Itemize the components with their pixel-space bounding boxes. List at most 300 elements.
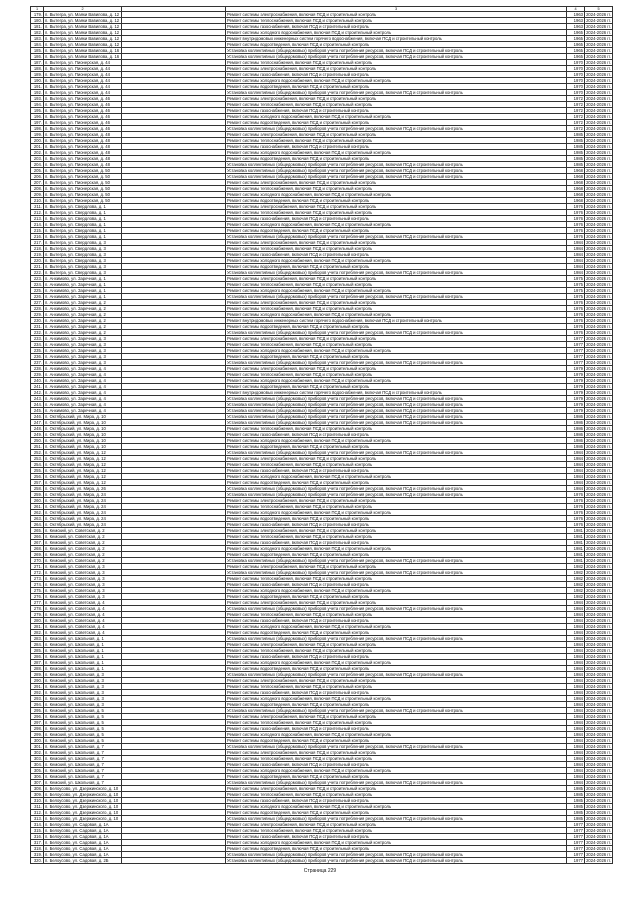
row-number-cell: 279.: [31, 612, 44, 618]
period-cell: 2024-2026 гг.: [586, 18, 611, 23]
year-cell: 1977: [567, 840, 585, 846]
period-cell: 2024-2026 гг.: [586, 264, 611, 269]
period-cell: 2024-2026 гг.: [586, 462, 611, 467]
year-cell: 1976: [567, 312, 585, 318]
year-cell: 1984: [567, 768, 585, 774]
row-number-cell: 293.: [31, 696, 44, 702]
work-type-cell: Ремонт системы холодного водоснабжения, включая ПСД и строительный контроль: [226, 768, 567, 774]
year-cell: 1981: [567, 558, 585, 564]
year-cell: 1979: [567, 366, 585, 372]
work-type-cell: Ремонт системы холодного водоснабжения, включая ПСД и строительный контроль: [226, 258, 567, 264]
address-cell: п. Кемский, ул. Советская, д. 3: [44, 570, 122, 576]
address-cell: п. Кемский, ул. Школьная, д. 7: [44, 750, 122, 756]
address-cell: п. Кемский, ул. Школьная, д. 5: [44, 714, 122, 720]
work-type-cell: Ремонт системы газоснабжения, включая ПСД и строительный контроль: [226, 540, 567, 546]
period-cell: 2024-2026 гг.: [586, 324, 611, 329]
year-cell: 1984: [567, 672, 585, 678]
work-type-cell: Установка коллективных (общедомовых) приборов учета потребления ресурсов, включая ПСД и строительный контроль: [226, 402, 567, 408]
row-number-cell: 184.: [31, 42, 44, 48]
work-type-cell: Установка коллективных (общедомовых) приборов учета потребления ресурсов, включая ПСД и строительный контроль: [226, 414, 567, 420]
address-cell: п. Кемский, ул. Советская, д. 2: [44, 540, 122, 546]
period-cell: 2024-2026 гг.: [586, 378, 611, 383]
period-cell: 2024-2026 гг.: [586, 24, 611, 29]
work-type-cell: Ремонт системы холодного водоснабжения, включая ПСД и строительный контроль: [226, 114, 567, 120]
work-type-cell: Ремонт системы электроснабжения, включая ПСД и строительный контроль: [226, 336, 567, 342]
year-cell: 1976: [567, 504, 585, 510]
work-type-cell: Ремонт системы водоотведения, включая ПСД и строительный контроль: [226, 702, 567, 708]
period-cell: 2024-2026 гг.: [586, 738, 611, 743]
period-cell: 2024-2026 гг.: [586, 258, 611, 263]
address-cell: п. Белоусово, ул. Садовая, д. 1А: [44, 840, 122, 846]
address-cell: п. Кемский, ул. Школьная, д. 3: [44, 690, 122, 696]
row-number-cell: 283.: [31, 636, 44, 642]
address-cell: п. Октябрьский, ул. Мира, д. 10: [44, 444, 122, 450]
year-cell: 1985: [567, 804, 585, 810]
year-cell: 1984: [567, 648, 585, 654]
address-cell: п. Анхимово, ул. Заречная, д. 4: [44, 366, 122, 372]
year-cell: 1984: [567, 468, 585, 474]
period-cell: 2024-2026 гг.: [586, 390, 611, 395]
year-cell: 1970: [567, 66, 585, 72]
work-type-cell: Ремонт системы теплоснабжения, включая ПСД и строительный контроль: [226, 426, 567, 432]
work-type-cell: Ремонт системы теплоснабжения, включая ПСД и строительный контроль: [226, 246, 567, 252]
year-cell: 1981: [567, 534, 585, 540]
year-cell: 1979: [567, 408, 585, 414]
work-type-cell: Ремонт системы газоснабжения, включая ПСД и строительный контроль: [226, 798, 567, 804]
year-cell: 1965: [567, 36, 585, 42]
address-cell: п. Октябрьский, ул. Мира, д. 24: [44, 492, 122, 498]
row-number-cell: 248.: [31, 426, 44, 432]
period-cell: 2024-2026 гг.: [586, 168, 611, 173]
period-cell: 2024-2026 гг.: [586, 834, 611, 839]
work-type-cell: Ремонт системы газоснабжения, включая ПСД и строительный контроль: [226, 216, 567, 222]
address-cell: п. Кемский, ул. Советская, д. 4: [44, 612, 122, 618]
address-cell: п. Анхимово, ул. Заречная, д. 2: [44, 318, 122, 324]
period-cell: 2024-2026 гг.: [586, 60, 611, 65]
address-cell: п. Анхимово, ул. Заречная, д. 4: [44, 372, 122, 378]
year-cell: 1979: [567, 372, 585, 378]
address-cell: п. Белоусово, ул. Дзержинского, д. 10: [44, 816, 122, 822]
work-type-cell: Ремонт системы водоотведения, включая ПСД и строительный контроль: [226, 156, 567, 162]
address-cell: п. Белоусово, ул. Дзержинского, д. 10: [44, 786, 122, 792]
row-number-cell: 199.: [31, 132, 44, 138]
address-cell: п. Вытегра, ул. Пионерская, д. 46: [44, 120, 122, 126]
row-number-cell: 297.: [31, 720, 44, 726]
address-cell: п. Октябрьский, ул. Мира, д. 10: [44, 414, 122, 420]
work-type-cell: Ремонт системы водоотведения, включая ПСД и строительный контроль: [226, 516, 567, 522]
work-type-cell: Ремонт системы холодного водоснабжения, включая ПСД и строительный контроль: [226, 732, 567, 738]
row-number-cell: 264.: [31, 522, 44, 528]
period-cell: 2024-2026 гг.: [586, 54, 611, 59]
address-cell: п. Белоусово, ул. Садовая, д. 1А: [44, 822, 122, 828]
row-number-cell: 290.: [31, 678, 44, 684]
year-cell: 1970: [567, 72, 585, 78]
work-type-cell: Ремонт системы водоотведения, включая ПСД и строительный контроль: [226, 774, 567, 780]
address-cell: п. Кемский, ул. Школьная, д. 7: [44, 756, 122, 762]
row-number-cell: 280.: [31, 618, 44, 624]
period-cell: 2024-2026 гг.: [586, 840, 611, 845]
work-type-cell: Ремонт системы теплоснабжения, включая ПСД и строительный контроль: [226, 828, 567, 834]
address-cell: п. Белоусово, ул. Садовая, д. 1А: [44, 828, 122, 834]
year-cell: 1984: [567, 246, 585, 252]
work-type-cell: Ремонт системы холодного водоснабжения, включая ПСД и строительный контроль: [226, 588, 567, 594]
work-type-cell: Установка коллективных (общедомовых) приборов учета потребления ресурсов, включая ПСД и строительный контроль: [226, 126, 567, 132]
year-cell: 1984: [567, 696, 585, 702]
row-number-cell: 296.: [31, 714, 44, 720]
year-cell: 1968: [567, 174, 585, 180]
period-cell: 2024-2026 гг.: [586, 120, 611, 125]
row-number-cell: 300.: [31, 738, 44, 744]
work-type-cell: Ремонт системы холодного водоснабжения, включая ПСД и строительный контроль: [226, 660, 567, 666]
row-number-cell: 275.: [31, 588, 44, 594]
address-cell: п. Кемский, ул. Школьная, д. 5: [44, 720, 122, 726]
period-cell: 2024-2026 гг.: [586, 300, 611, 305]
period-cell: 2024-2026 гг.: [586, 360, 611, 365]
row-number-cell: 299.: [31, 732, 44, 738]
period-cell: 2024-2026 гг.: [586, 276, 611, 281]
year-cell: 1965: [567, 54, 585, 60]
year-cell: 1981: [567, 528, 585, 534]
work-type-cell: Ремонт системы теплоснабжения, включая ПСД и строительный контроль: [226, 504, 567, 510]
period-cell: 2024-2026 гг.: [586, 342, 611, 347]
address-cell: п. Вытегра, ул. Маяки Вавилова, д. 12: [44, 24, 122, 30]
year-cell: 1977: [567, 828, 585, 834]
row-number-cell: 320.: [31, 858, 44, 864]
period-cell: 2024-2026 гг.: [586, 78, 611, 83]
row-number-cell: 314.: [31, 822, 44, 828]
period-cell: 2024-2026 гг.: [586, 636, 611, 641]
year-cell: 1981: [567, 540, 585, 546]
work-type-cell: Ремонт системы теплоснабжения, включая ПСД и строительный контроль: [226, 60, 567, 66]
period-cell: 2024-2026 гг.: [586, 588, 611, 593]
row-number-cell: 282.: [31, 630, 44, 636]
year-cell: 1985: [567, 798, 585, 804]
year-cell: 1984: [567, 480, 585, 486]
period-cell: 2024-2026 гг.: [586, 162, 611, 167]
year-cell: 1985: [567, 786, 585, 792]
row-number-cell: 313.: [31, 816, 44, 822]
period-cell: 2024-2026 гг.: [586, 270, 611, 275]
period-cell: 2024-2026 гг.: [586, 234, 611, 239]
period-cell: 2024-2026 гг.: [586, 450, 611, 455]
row-number-cell: 303.: [31, 756, 44, 762]
period-cell: 2024-2026 гг.: [586, 198, 611, 203]
work-type-cell: Ремонт системы водоотведения, включая ПСД и строительный контроль: [226, 552, 567, 558]
work-type-cell: Ремонт системы холодного водоснабжения, включая ПСД и строительный контроль: [226, 378, 567, 384]
row-number-cell: 216.: [31, 234, 44, 240]
work-type-cell: Ремонт системы газоснабжения, включая ПСД и строительный контроль: [226, 654, 567, 660]
work-type-cell: Ремонт системы водоотведения, включая ПСД и строительный контроль: [226, 666, 567, 672]
row-number-cell: 234.: [31, 342, 44, 348]
address-cell: п. Вытегра, ул. Свердлова, д. 1: [44, 216, 122, 222]
year-cell: 1976: [567, 306, 585, 312]
address-cell: п. Кемский, ул. Школьная, д. 1: [44, 648, 122, 654]
work-type-cell: Ремонт системы холодного водоснабжения, включая ПСД и строительный контроль: [226, 312, 567, 318]
work-type-cell: Ремонт системы электроснабжения, включая ПСД и строительный контроль: [226, 276, 567, 282]
period-cell: 2024-2026 гг.: [586, 216, 611, 221]
period-cell: 2024-2026 гг.: [586, 678, 611, 683]
period-cell: 2024-2026 гг.: [586, 246, 611, 251]
work-type-cell: Ремонт системы газоснабжения, включая ПСД и строительный контроль: [226, 252, 567, 258]
period-cell: 2024-2026 гг.: [586, 552, 611, 557]
address-cell: п. Вытегра, ул. Пионерская, д. 46: [44, 108, 122, 114]
year-cell: 1979: [567, 390, 585, 396]
work-type-cell: Ремонт системы водоотведения, включая ПСД и строительный контроль: [226, 846, 567, 852]
period-cell: 2024-2026 гг.: [586, 684, 611, 689]
address-cell: п. Кемский, ул. Школьная, д. 7: [44, 774, 122, 780]
work-type-cell: Ремонт системы теплоснабжения, включая ПСД и строительный контроль: [226, 648, 567, 654]
period-cell: 2024-2026 гг.: [586, 726, 611, 731]
work-type-cell: Ремонт системы электроснабжения, включая ПСД и строительный контроль: [226, 12, 567, 18]
year-cell: 1984: [567, 654, 585, 660]
row-number-cell: 207.: [31, 180, 44, 186]
period-cell: 2024-2026 гг.: [586, 330, 611, 335]
address-cell: п. Вытегра, ул. Маяки Вавилова, д. 12: [44, 30, 122, 36]
period-cell: 2024-2026 гг.: [586, 768, 611, 773]
work-type-cell: Ремонт системы водоотведения, включая ПСД и строительный контроль: [226, 42, 567, 48]
address-cell: п. Анхимово, ул. Заречная, д. 3: [44, 360, 122, 366]
address-cell: п. Анхимово, ул. Заречная, д. 3: [44, 348, 122, 354]
year-cell: 1977: [567, 336, 585, 342]
row-number-cell: 319.: [31, 852, 44, 858]
row-number-cell: 267.: [31, 540, 44, 546]
work-type-cell: Ремонт системы электроснабжения, включая ПСД и строительный контроль: [226, 66, 567, 72]
row-number-cell: 228.: [31, 306, 44, 312]
year-cell: 1984: [567, 624, 585, 630]
row-number-cell: 256.: [31, 474, 44, 480]
address-cell: п. Октябрьский, ул. Мира, д. 12: [44, 468, 122, 474]
address-cell: п. Вытегра, ул. Свердлова, д. 1: [44, 228, 122, 234]
work-type-cell: Ремонт системы электроснабжения, включая ПСД и строительный контроль: [226, 564, 567, 570]
address-cell: п. Октябрьский, ул. Мира, д. 24: [44, 516, 122, 522]
row-number-cell: 273.: [31, 576, 44, 582]
row-number-cell: 291.: [31, 684, 44, 690]
year-cell: 1970: [567, 60, 585, 66]
year-cell: 1963: [567, 18, 585, 24]
address-cell: п. Анхимово, ул. Заречная, д. 4: [44, 408, 122, 414]
work-type-cell: Установка коллективных (общедомовых) приборов учета потребления ресурсов, включая ПСД и строительный контроль: [226, 744, 567, 750]
address-cell: п. Анхимово, ул. Заречная, д. 2: [44, 330, 122, 336]
row-number-cell: 246.: [31, 414, 44, 420]
address-cell: п. Вытегра, ул. Свердлова, д. 3: [44, 240, 122, 246]
address-cell: п. Кемский, ул. Школьная, д. 1: [44, 636, 122, 642]
work-type-cell: Ремонт системы электроснабжения, включая ПСД и строительный контроль: [226, 132, 567, 138]
work-type-cell: Ремонт системы теплоснабжения, включая ПСД и строительный контроль: [226, 720, 567, 726]
row-number-cell: 271.: [31, 564, 44, 570]
row-number-cell: 270.: [31, 558, 44, 564]
row-number-cell: 263.: [31, 516, 44, 522]
row-number-cell: 274.: [31, 582, 44, 588]
address-cell: п. Кемский, ул. Советская, д. 4: [44, 606, 122, 612]
address-cell: п. Вытегра, ул. Свердлова, д. 1: [44, 204, 122, 210]
work-type-cell: Ремонт системы электроснабжения, включая ПСД и строительный контроль: [226, 180, 567, 186]
period-cell: 2024-2026 гг.: [586, 312, 611, 317]
period-cell: 2024-2026 гг.: [586, 600, 611, 605]
row-number-cell: 278.: [31, 606, 44, 612]
row-number-cell: 295.: [31, 708, 44, 714]
year-cell: 1985: [567, 816, 585, 822]
row-number-cell: 195.: [31, 108, 44, 114]
year-cell: 1965: [567, 42, 585, 48]
row-number-cell: 224.: [31, 282, 44, 288]
period-cell: 2024-2026 гг.: [586, 756, 611, 761]
year-cell: 1984: [567, 456, 585, 462]
address-cell: п. Анхимово, ул. Заречная, д. 4: [44, 390, 122, 396]
year-cell: 1984: [567, 744, 585, 750]
row-number-cell: 260.: [31, 498, 44, 504]
row-number-cell: 277.: [31, 600, 44, 606]
address-cell: п. Кемский, ул. Советская, д. 2: [44, 534, 122, 540]
year-cell: 1982: [567, 564, 585, 570]
work-type-cell: Установка коллективных (общедомовых) приборов учета потребления ресурсов, включая ПСД и строительный контроль: [226, 420, 567, 426]
row-number-cell: 305.: [31, 768, 44, 774]
period-cell: 2024-2026 гг.: [586, 468, 611, 473]
work-type-cell: Ремонт системы водоотведения, включая ПСД и строительный контроль: [226, 738, 567, 744]
work-type-cell: Установка коллективных (общедомовых) приборов учета потребления ресурсов, включая ПСД и строительный контроль: [226, 168, 567, 174]
year-cell: 1968: [567, 186, 585, 192]
address-cell: п. Анхимово, ул. Заречная, д. 1: [44, 288, 122, 294]
work-type-cell: Ремонт системы теплоснабжения, включая ПСД и строительный контроль: [226, 792, 567, 798]
period-cell: 2024-2026 гг.: [586, 504, 611, 509]
year-cell: 1984: [567, 630, 585, 636]
year-cell: 1976: [567, 234, 585, 240]
period-cell: 2024-2026 гг.: [586, 336, 611, 341]
period-cell: 2024-2026 гг.: [586, 630, 611, 635]
period-cell: 2024-2026 гг.: [586, 252, 611, 257]
year-cell: 1984: [567, 240, 585, 246]
period-cell: 2024-2026 гг.: [586, 612, 611, 617]
period-cell: 2024-2026 гг.: [586, 732, 611, 737]
year-cell: 1984: [567, 264, 585, 270]
period-cell: 2024-2026 гг.: [586, 186, 611, 191]
work-type-cell: Ремонт системы холодного водоснабжения, включая ПСД и строительный контроль: [226, 474, 567, 480]
address-cell: п. Вытегра, ул. Пионерская, д. 48: [44, 150, 122, 156]
work-type-cell: Ремонт системы холодного водоснабжения, включая ПСД и строительный контроль: [226, 804, 567, 810]
year-cell: 1984: [567, 258, 585, 264]
row-number-cell: 245.: [31, 408, 44, 414]
period-cell: 2024-2026 гг.: [586, 306, 611, 311]
year-cell: 1984: [567, 636, 585, 642]
period-cell: 2024-2026 гг.: [586, 498, 611, 503]
year-cell: 1984: [567, 726, 585, 732]
period-cell: 2024-2026 гг.: [586, 492, 611, 497]
row-number-cell: 302.: [31, 750, 44, 756]
address-cell: п. Белоусово, ул. Садовая, д. 1А: [44, 852, 122, 858]
address-cell: п. Белоусово, ул. Дзержинского, д. 10: [44, 798, 122, 804]
work-type-cell: Ремонт системы электроснабжения, включая ПСД и строительный контроль: [226, 204, 567, 210]
work-type-cell: Установка коллективных (общедомовых) приборов учета потребления ресурсов, включая ПСД и строительный контроль: [226, 570, 567, 576]
row-number-cell: 220.: [31, 258, 44, 264]
year-cell: 1976: [567, 318, 585, 324]
work-type-cell: Установка коллективных (общедомовых) приборов учета потребления ресурсов, включая ПСД и строительный контроль: [226, 492, 567, 498]
row-number-cell: 250.: [31, 438, 44, 444]
address-cell: п. Вытегра, ул. Свердлова, д. 1: [44, 210, 122, 216]
period-cell: 2024-2026 гг.: [586, 228, 611, 233]
period-cell: 2024-2026 гг.: [586, 786, 611, 791]
row-number-cell: 203.: [31, 156, 44, 162]
address-cell: п. Кемский, ул. Школьная, д. 7: [44, 762, 122, 768]
address-cell: п. Анхимово, ул. Заречная, д. 2: [44, 300, 122, 306]
column-number-cell: 1: [31, 7, 44, 12]
row-number-cell: 258.: [31, 486, 44, 492]
address-cell: п. Вытегра, ул. Пионерская, д. 44: [44, 90, 122, 96]
period-cell: 2024-2026 гг.: [586, 534, 611, 539]
year-cell: 1979: [567, 402, 585, 408]
address-cell: п. Вытегра, ул. Пионерская, д. 46: [44, 126, 122, 132]
row-number-cell: 239.: [31, 372, 44, 378]
year-cell: 1982: [567, 576, 585, 582]
year-cell: 1976: [567, 204, 585, 210]
year-cell: 1977: [567, 342, 585, 348]
row-number-cell: 235.: [31, 348, 44, 354]
row-number-cell: 259.: [31, 492, 44, 498]
row-number-cell: 179.: [31, 12, 44, 18]
page-number: Страница 229: [303, 868, 337, 874]
address-cell: п. Анхимово, ул. Заречная, д. 2: [44, 312, 122, 318]
period-cell: 2024-2026 гг.: [586, 48, 611, 53]
address-cell: п. Вытегра, ул. Свердлова, д. 3: [44, 252, 122, 258]
address-cell: п. Кемский, ул. Школьная, д. 7: [44, 780, 122, 786]
work-type-cell: Ремонт системы водоотведения, включая ПСД и строительный контроль: [226, 198, 567, 204]
year-cell: 1985: [567, 792, 585, 798]
work-type-cell: Ремонт системы газоснабжения, включая ПСД и строительный контроль: [226, 24, 567, 30]
work-type-cell: Ремонт внутридомовых инженерных систем горячего водоснабжения, включая ПСД и строительный контроль: [226, 390, 567, 396]
work-type-cell: Ремонт системы водоотведения, включая ПСД и строительный контроль: [226, 354, 567, 360]
year-cell: 1972: [567, 108, 585, 114]
year-cell: 1970: [567, 78, 585, 84]
period-cell: 2024-2026 гг.: [586, 486, 611, 491]
row-number-cell: 316.: [31, 834, 44, 840]
period-cell: 2024-2026 гг.: [586, 132, 611, 137]
period-cell: 2024-2026 гг.: [586, 84, 611, 89]
period-cell: 2024-2026 гг.: [586, 774, 611, 779]
year-cell: 1985: [567, 150, 585, 156]
row-number-cell: 210.: [31, 198, 44, 204]
year-cell: 1977: [567, 858, 585, 864]
row-number-cell: 221.: [31, 264, 44, 270]
work-type-cell: Ремонт системы холодного водоснабжения, включая ПСД и строительный контроль: [226, 438, 567, 444]
year-cell: 1970: [567, 90, 585, 96]
address-cell: п. Анхимово, ул. Заречная, д. 2: [44, 306, 122, 312]
year-cell: 1984: [567, 750, 585, 756]
period-cell: 2024-2026 гг.: [586, 546, 611, 551]
work-type-cell: Ремонт системы теплоснабжения, включая ПСД и строительный контроль: [226, 306, 567, 312]
year-cell: 1981: [567, 546, 585, 552]
period-cell: 2024-2026 гг.: [586, 576, 611, 581]
period-cell: 2024-2026 гг.: [586, 102, 611, 107]
year-cell: 1984: [567, 612, 585, 618]
year-cell: 1984: [567, 702, 585, 708]
row-number-cell: 237.: [31, 360, 44, 366]
period-cell: 2024-2026 гг.: [586, 654, 611, 659]
address-cell: п. Кемский, ул. Советская, д. 3: [44, 576, 122, 582]
row-number-cell: 298.: [31, 726, 44, 732]
work-type-cell: Ремонт системы электроснабжения, включая ПСД и строительный контроль: [226, 750, 567, 756]
work-type-cell: Ремонт системы электроснабжения, включая ПСД и строительный контроль: [226, 786, 567, 792]
year-cell: 1986: [567, 420, 585, 426]
work-type-cell: Ремонт системы теплоснабжения, включая ПСД и строительный контроль: [226, 342, 567, 348]
work-type-cell: Ремонт системы электроснабжения, включая ПСД и строительный контроль: [226, 600, 567, 606]
row-number-cell: 252.: [31, 450, 44, 456]
year-cell: 1984: [567, 666, 585, 672]
work-type-cell: Ремонт системы холодного водоснабжения, включая ПСД и строительный контроль: [226, 546, 567, 552]
work-type-cell: Ремонт системы газоснабжения, включая ПСД и строительный контроль: [226, 726, 567, 732]
year-cell: 1982: [567, 594, 585, 600]
address-cell: п. Вытегра, ул. Маяки Вавилова, д. 12: [44, 12, 122, 18]
year-cell: 1972: [567, 120, 585, 126]
work-type-cell: Установка коллективных (общедомовых) приборов учета потребления ресурсов, включая ПСД и строительный контроль: [226, 294, 567, 300]
year-cell: 1976: [567, 216, 585, 222]
